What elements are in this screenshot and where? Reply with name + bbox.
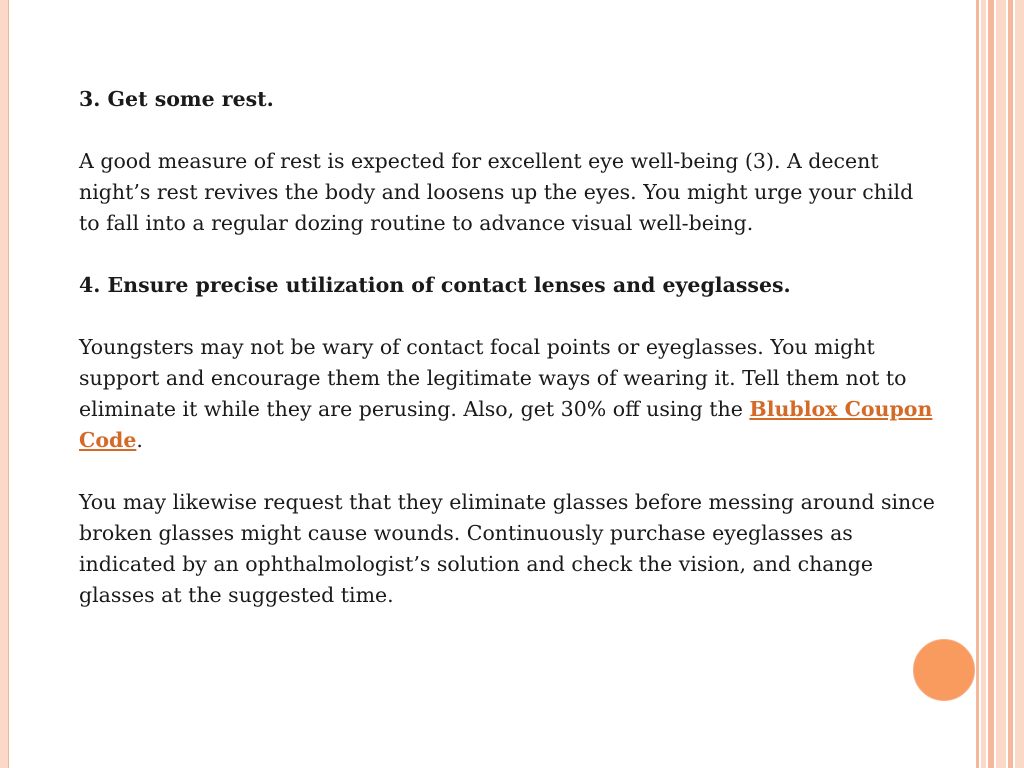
orange-circle-decoration <box>913 639 975 701</box>
section-heading-lenses: 4. Ensure precise utilization of contact lenses and eyeglasses. <box>79 273 791 297</box>
paragraph-lenses-end: . <box>136 428 143 452</box>
right-stripe-decoration <box>976 0 979 768</box>
paragraph-lenses <box>79 332 939 456</box>
right-stripe-decoration <box>1008 0 1013 768</box>
right-stripe-decoration <box>988 0 994 768</box>
section-heading-rest: 3. Get some rest. <box>79 87 274 111</box>
right-stripe-decoration <box>981 0 986 768</box>
right-stripe-decoration <box>996 0 1006 768</box>
coupon-code-link[interactable]: Blublox Coupon Code <box>79 397 933 452</box>
paragraph-glasses: You may likewise request that they eliminate glasses before messing around since broken glasses might cause wounds. Continuously purchase eyeglasses as indicated by an ophthalmologist’s solution and check the vision, and change glasses at the suggested time. <box>79 490 935 607</box>
left-border-decoration <box>0 0 9 768</box>
paragraph-rest: A good measure of rest is expected for excellent eye well-being (3). A decent night’s rest revives the body and loosens up the eyes. You might urge your child to fall into a regular dozing routine to advance visual well-being. <box>79 149 914 235</box>
slide-body <box>79 84 939 642</box>
paragraph-lenses-text: Youngsters may not be wary of contact focal points or eyeglasses. You might support and encourage them the legitimate ways of wearing it. Tell them not to eliminate it while they are perusing. Also, get 30% off using the <box>79 335 907 421</box>
right-stripe-decoration <box>1015 0 1024 768</box>
